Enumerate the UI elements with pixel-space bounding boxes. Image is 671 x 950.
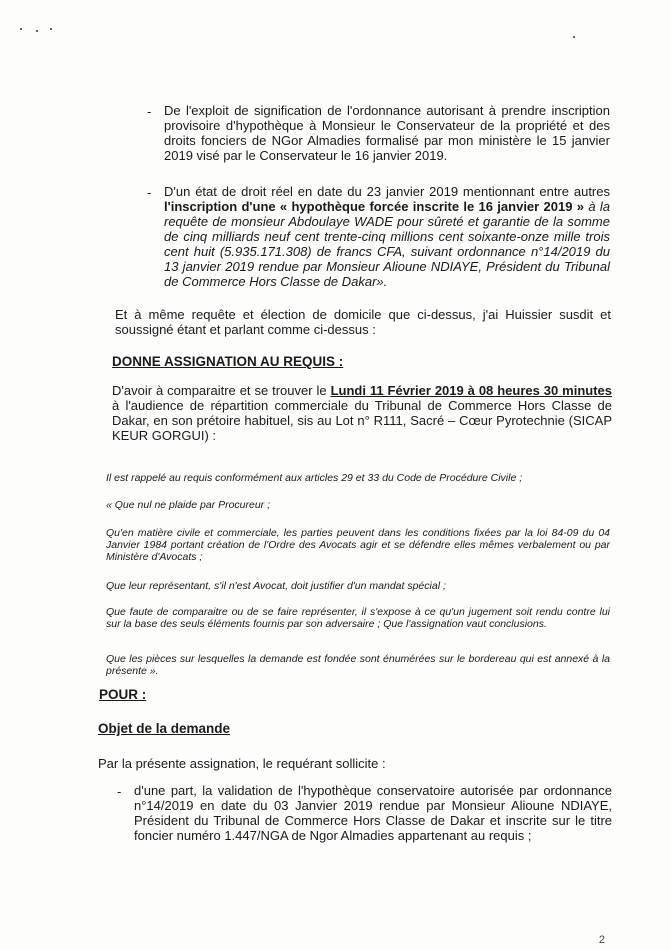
sollicite-paragraph: Par la présente assignation, le requérant sollicite :: [98, 756, 386, 771]
bullet-dash: -: [147, 185, 152, 200]
etat-droit-text: D'un état de droit réel en date du 23 janvier 2019 mentionnant entre autres: [164, 184, 610, 199]
objet-heading: Objet de la demande: [98, 721, 231, 736]
scan-speck: [50, 28, 52, 30]
notice-procureur: « Que nul ne plaide par Procureur ;: [106, 499, 271, 511]
assignation-paragraph: [112, 383, 612, 443]
hypotheque-details-text: à la requête de monsieur Abdoulaye WADE pour sûreté et garantie de la somme de cinq milliards neuf cent trente-cinq millions cent soixante-onze mille trois cent huit (5.935.171.308) de francs CFA, suivant ordonnance n°14/2019 du 13 janvier 2019 rendue par Monsieur Alioune NDIAYE, Président du Tribunal de Commerce Hors Classe de Dakar».: [164, 199, 611, 289]
assignation-heading: DONNE ASSIGNATION AU REQUIS :: [112, 354, 344, 369]
notice-avocats: Qu'en matière civile et commerciale, les parties peuvent dans les conditions fixées par la loi 84-09 du 04 Janvier 1984 portant création de l'Ordre des Avocats agir et se défendre elles mêmes verbalement ou par Ministère d'Avocats ;: [106, 527, 610, 563]
notice-articles: Il est rappelé au requis conformément aux articles 29 et 33 du Code de Procédure Civile ;: [106, 472, 523, 484]
audience-date: Lundi 11 Février 2019 à 08 heures 30 minutes: [330, 383, 612, 398]
assignation-text: D'avoir à comparaitre et se trouver le: [112, 383, 331, 398]
bullet-exploit-signification: De l'exploit de signification de l'ordonnance autorisant à prendre inscription provisoire d'hypothèque à Monsieur le Conservateur de la propriété et des droits fonciers de NGor Almadies formalisé par mon ministère le 15 janvier 2019 visé par le Conservateur le 16 janvier 2019.: [164, 103, 610, 163]
bullet-dash: -: [117, 784, 122, 799]
scan-speck: [573, 36, 575, 38]
page-number: 2: [598, 934, 605, 946]
requete-paragraph: Et à même requête et élection de domicile que ci-dessus, j'ai Huissier susdit et soussigné étant et parlant comme ci-dessus :: [115, 307, 611, 337]
scan-speck: [20, 28, 22, 30]
hypotheque-forcee-text: l'inscription d'une « hypothèque forcée inscrite le 16 janvier 2019 »: [164, 199, 585, 214]
scan-speck: [36, 30, 38, 32]
notice-mandat: Que leur représentant, s'il n'est Avocat, doit justifier d'un mandat spécial ;: [106, 580, 446, 592]
pour-heading: POUR :: [99, 687, 147, 702]
notice-pieces: Que les pièces sur lesquelles la demande est fondée sont énumérées sur le bordereau qui est annexé à la présente ».: [106, 653, 610, 677]
notice-comparaitre: Que faute de comparaitre ou de se faire représenter, il s'expose à ce qu'un jugement soit rendu contre lui sur la base des seuls éléments fournis par son adversaire ; Que l'assignation vaut conclusions.: [106, 606, 610, 630]
assignation-location-text: à l'audience de répartition commerciale du Tribunal de Commerce Hors Classe de Dakar, en son prétoire habituel, sis au Lot n° R111, Sacré – Cœur Pyrotechnie (SICAP KEUR GORGUI) :: [112, 398, 612, 443]
demande-validation-bullet: d'une part, la validation de l'hypothèque conservatoire autorisée par ordonnance n°14/2019 en date du 03 Janvier 2019 rendue par Monsieur Alioune NDIAYE, Président du Tribunal de Commerce Hors Classe de Dakar et inscrite sur le titre foncier numéro 1.447/NGA de Ngor Almadies appartenant au requis ;: [134, 783, 612, 843]
bullet-dash: -: [147, 104, 152, 119]
bullet-etat-droit-reel: [164, 184, 610, 289]
